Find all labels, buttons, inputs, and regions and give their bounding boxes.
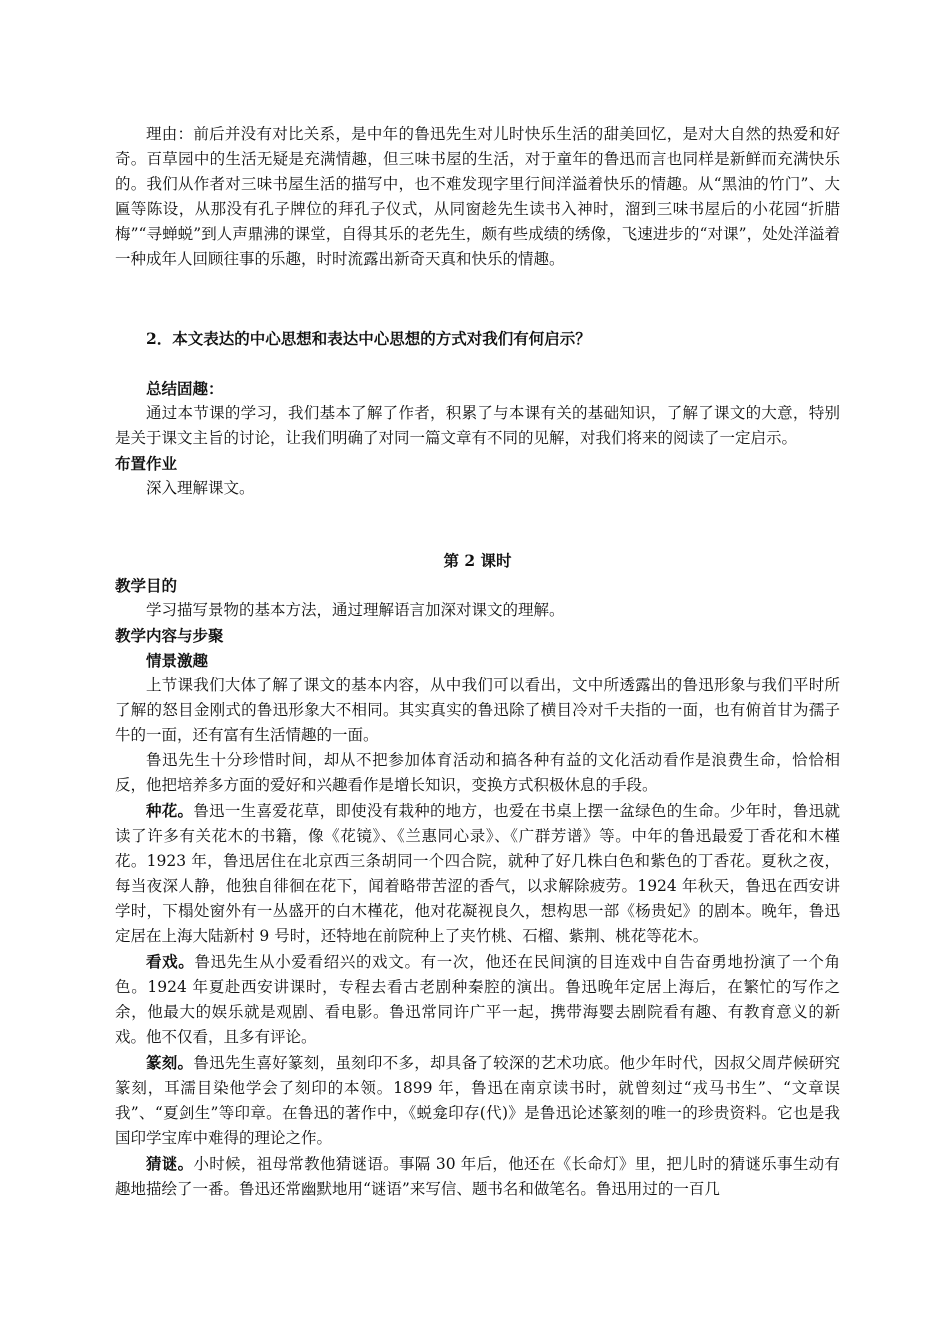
lesson2-section xyxy=(115,573,840,1202)
intro-paragraph-2: 鲁迅先生十分珍惜时间，却从不把参加体育活动和搞各种有益的文化活动看作是浪费生命，恰恰相反，他把培养多方面的爱好和兴趣看作是增长知识，变换方式积极休息的手段。 xyxy=(115,751,840,794)
opera-text: 鲁迅先生从小爱看绍兴的戏文。有一次，他还在民间演的目连戏中自告奋勇地扮演了一个角色。1924 年夏赴西安讲课时，专程去看古老剧种秦腔的演出。鲁迅晚年定居上海后，在繁忙的写作之余，他最大的娱乐就是观剧、看电影。鲁迅常同许广平一起，携带海婴去剧院看有趣、有教育意义的新戏。他不仅看，且多有评论。 xyxy=(115,953,840,1046)
question-section xyxy=(115,326,840,351)
riddle-paragraph xyxy=(115,1151,840,1202)
intro-paragraph-1: 上节课我们大体了解了课文的基本内容，从中我们可以看出，文中所透露出的鲁迅形象与我们平时所了解的怒目金刚式的鲁迅形象大不相同。其实真实的鲁迅除了横目冷对千夫指的一面，也有俯首甘为孺子牛的一面，还有富有生活情趣的一面。 xyxy=(115,676,840,744)
seal-paragraph xyxy=(115,1050,840,1151)
flowers-lead: 种花。 xyxy=(146,801,194,820)
lesson2-title: 第 2 课时 xyxy=(443,551,512,570)
reason-paragraph: 理由：前后并没有对比关系，是中年的鲁迅先生对儿时快乐生活的甜美回忆，是对大自然的热爱和好奇。百草园中的生活无疑是充满情趣，但三味书屋的生活，对于童年的鲁迅而言也同样是新鲜而充满快乐的。我们从作者对三味书屋生活的描写中，也不难发现字里行间洋溢着快乐的情趣。从“黑油的竹门”、大匾等陈设，从那没有孔子牌位的拜孔子仪式，从同窗趁先生读书入神时，溜到三味书屋后的小花园“折腊梅”“寻蝉蜕”到人声鼎沸的课堂，自得其乐的老先生，颇有些成绩的绣像，飞速进步的“对课”，处处洋溢着一种成年人回顾往事的乐趣，时时流露出新奇天真和快乐的情趣。 xyxy=(115,125,840,268)
goal-heading: 教学目的 xyxy=(115,576,178,595)
goal-paragraph: 学习描写景物的基本方法，通过理解语言加深对课文的理解。 xyxy=(146,601,565,619)
homework-heading: 布置作业 xyxy=(115,454,178,473)
seal-text: 鲁迅先生喜好篆刻，虽刻印不多，却具备了较深的艺术功底。他少年时代，因叔父周芹候研究篆刻，耳濡目染他学会了刻印的本领。1899 年，鲁迅在南京读书时，就曾刻过“戎马书生”、“文章误我”、“夏剑生”等印章。在鲁迅的著作中，《蜕龛印存(代)》是鲁迅论述篆刻的唯一的珍贵资料。它也是我国印学宝库中难得的理论之作。 xyxy=(115,1054,840,1147)
homework-paragraph: 深入理解课文。 xyxy=(146,479,255,497)
lesson2-title-section xyxy=(115,548,840,573)
flowers-paragraph xyxy=(115,798,840,949)
summary-heading: 总结固趣： xyxy=(146,379,224,398)
summary-section xyxy=(115,376,840,501)
steps-heading: 教学内容与步聚 xyxy=(115,626,224,645)
seal-lead: 篆刻。 xyxy=(146,1053,194,1072)
question-heading: 2．本文表达的中心思想和表达中心思想的方式对我们有何启示？ xyxy=(146,329,591,348)
intro-heading: 情景激趣 xyxy=(146,651,209,670)
riddle-lead: 猜谜。 xyxy=(146,1154,194,1173)
summary-paragraph: 通过本节课的学习，我们基本了解了作者，积累了与本课有关的基础知识，了解了课文的大意，特别是关于课文主旨的讨论，让我们明确了对同一篇文章有不同的见解，对我们将来的阅读了一定启示。 xyxy=(115,404,840,447)
opera-lead: 看戏。 xyxy=(146,952,195,971)
reason-section xyxy=(115,122,840,272)
opera-paragraph xyxy=(115,949,840,1050)
riddle-text: 小时候，祖母常教他猜谜语。事隔 30 年后，他还在《长命灯》里，把儿时的猜谜乐事生动有趣地描绘了一番。鲁迅还常幽默地用“谜语”来写信、题书名和做笔名。鲁迅用过的一百几 xyxy=(115,1155,840,1198)
flowers-text: 鲁迅一生喜爱花草，即使没有栽种的地方，也爱在书桌上摆一盆绿色的生命。少年时，鲁迅就读了许多有关花木的书籍，像《花镜》、《兰惠同心录》、《广群芳谱》等。中年的鲁迅最爱丁香花和木槿花。1923 年，鲁迅居住在北京西三条胡同一个四合院，就种了好几株白色和紫色的丁香花。夏秋之夜，每当夜深人静，他独自徘徊在花下，闻着略带苦涩的香气，以求解除疲劳。1924 年秋天，鲁迅在西安讲学时，下榻处窗外有一丛盛开的白木槿花，他对花凝视良久，想构思一部《杨贵妃》的剧本。晚年，鲁迅定居在上海大陆新村 9 号时，还特地在前院种上了夹竹桃、石榴、紫荆、桃花等花木。 xyxy=(115,802,840,945)
